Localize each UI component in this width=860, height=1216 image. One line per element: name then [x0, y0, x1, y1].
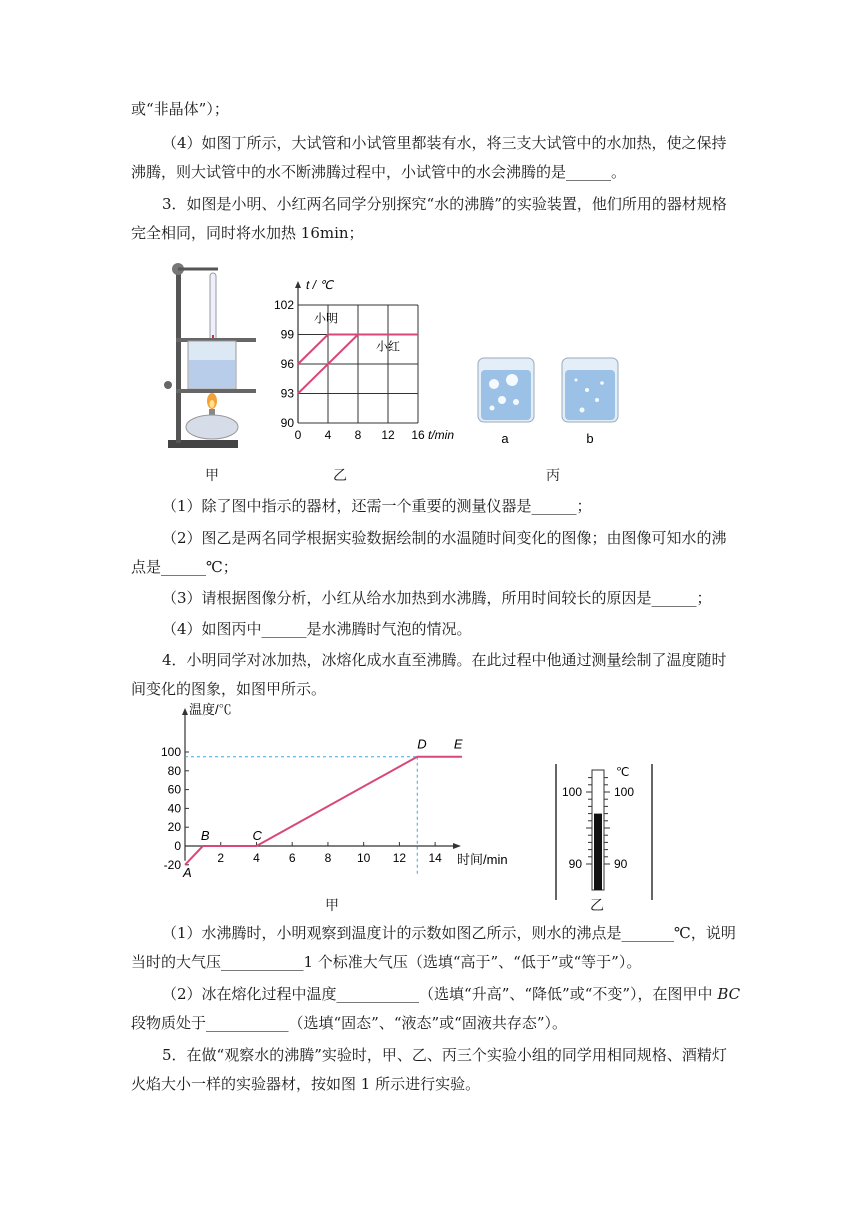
point-label: E — [453, 736, 463, 752]
right-scale-label: 90 — [614, 857, 628, 871]
text-line: 当时的大气压___________1 个标准大气压（选填“高于”、“低于”或“等于”）。 — [131, 953, 642, 971]
text-line — [162, 983, 740, 1005]
text-line: 火焰大小一样的实验器材，按如图 1 所示进行实验。 — [131, 1075, 481, 1093]
y-axis-arrow — [182, 708, 188, 715]
text-segment: （2）冰在熔化过程中温度___________（选填“升高”、“降低”或“不变”），在图甲中 — [162, 985, 718, 1003]
question-5-line: 5．在做“观察水的沸腾”实验时，甲、乙、丙三个实验小组的同学用相同规格、酒精灯 — [162, 1046, 727, 1064]
y-tick-label: 60 — [167, 782, 181, 797]
y-tick-label: 20 — [167, 820, 181, 835]
left-scale-label: 90 — [568, 857, 582, 871]
text-line: （1）水沸腾时，小明观察到温度计的示数如图乙所示，则水的沸点是_______℃，说明 — [162, 924, 736, 942]
x-tick-label: 8 — [324, 851, 332, 865]
y-axis-label: 温度/℃ — [189, 702, 232, 717]
text-line: 段物质处于___________（选填“固态”、“液态”或“固液共存态”）。 — [131, 1014, 568, 1032]
y-tick-label: 0 — [174, 839, 181, 853]
figure-caption-jia: 甲 — [205, 468, 219, 484]
left-scale-label: 100 — [561, 785, 582, 799]
unit-label: ℃ — [616, 765, 630, 779]
text-line: 或“非晶体”）； — [131, 100, 229, 118]
y-tick-label: 96 — [280, 357, 294, 371]
text-line: 沸腾，则大试管中的水不断沸腾过程中，小试管中的水会沸腾的是______。 — [131, 163, 627, 181]
x-tick-label: 0 — [294, 428, 302, 442]
text-line: （1）除了图中指示的器材，还需一个重要的测量仪器是______； — [162, 497, 592, 515]
text-line: （4）如图丁所示，大试管和小试管里都装有水，将三支大试管中的水加热，使之保持 — [162, 134, 727, 152]
beaker-a — [478, 358, 534, 422]
text-line: （4）如图丙中______是水沸腾时气泡的情况。 — [162, 620, 472, 638]
y-tick-label: 80 — [167, 763, 181, 778]
y-axis-arrow — [295, 281, 301, 288]
ice-heating-chart — [155, 700, 525, 890]
text-line: 间变化的图象，如图甲所示。 — [131, 680, 327, 698]
x-tick-label: 8 — [354, 428, 362, 442]
text-line: （2）图乙是两名同学根据实验数据绘制的水温随时间变化的图像；由图像可知水的沸 — [162, 529, 727, 547]
y-tick-label: 102 — [273, 298, 294, 312]
x-tick-label: 6 — [288, 851, 296, 865]
point-label: D — [417, 736, 427, 752]
text-line: （3）请根据图像分析，小红从给水加热到水沸腾，所用时间较长的原因是______； — [162, 589, 712, 607]
mercury-column — [594, 814, 602, 890]
right-scale-label: 100 — [614, 785, 635, 799]
boiling-apparatus-figure — [158, 255, 268, 455]
x-tick-label: 2 — [217, 851, 225, 865]
temperature-line — [185, 757, 462, 865]
y-tick-label: 40 — [167, 801, 181, 816]
x-axis-label: 时间/min — [457, 852, 508, 867]
y-tick-label: 93 — [280, 386, 294, 401]
segment-bc: BC — [717, 985, 741, 1003]
beaker-b — [562, 358, 618, 422]
beaker-a-label: a — [501, 431, 509, 446]
x-axis-label: t/min — [428, 428, 455, 442]
x-tick-label: 4 — [324, 428, 332, 442]
series-label: 小红 — [376, 339, 401, 354]
x-tick-label: 14 — [428, 851, 442, 865]
point-label: A — [183, 864, 192, 880]
question-3-line: 3．如图是小明、小红两名同学分别探究“水的沸腾”的实验装置，他们所用的器材规格 — [162, 195, 727, 213]
text-line: 完全相同，同时将水加热 16min； — [131, 224, 364, 242]
thermometer-figure — [548, 760, 658, 905]
y-tick-label: 90 — [280, 416, 294, 430]
point-label: C — [252, 828, 262, 843]
text-line: 点是______℃； — [131, 558, 238, 576]
figure-caption-jia-4: 甲 — [325, 898, 339, 914]
series-label: 小明 — [314, 311, 339, 326]
y-axis-label: t / ℃ — [306, 278, 333, 292]
y-tick-label: 100 — [160, 745, 181, 759]
y-tick-label: -20 — [163, 857, 181, 872]
x-tick-label: 12 — [381, 428, 395, 442]
water-temperature-chart — [270, 275, 470, 450]
point-label: B — [200, 828, 210, 843]
question-4-line: 4．小明同学对冰加热，冰熔化成水直至沸腾。在此过程中他通过测量绘制了温度随时 — [162, 651, 727, 669]
x-tick-label: 16 — [411, 428, 425, 442]
x-tick-label: 12 — [392, 851, 407, 865]
x-tick-label: 10 — [356, 851, 371, 865]
bubble-beakers-figure — [472, 350, 632, 450]
figure-caption-bing: 丙 — [546, 468, 560, 484]
y-tick-label: 99 — [280, 327, 294, 342]
figure-caption-yi: 乙 — [333, 468, 347, 484]
x-axis-arrow — [453, 843, 461, 849]
figure-caption-yi-4: 乙 — [590, 898, 604, 914]
x-tick-label: 4 — [253, 851, 260, 865]
beaker-b-label: b — [586, 431, 594, 446]
